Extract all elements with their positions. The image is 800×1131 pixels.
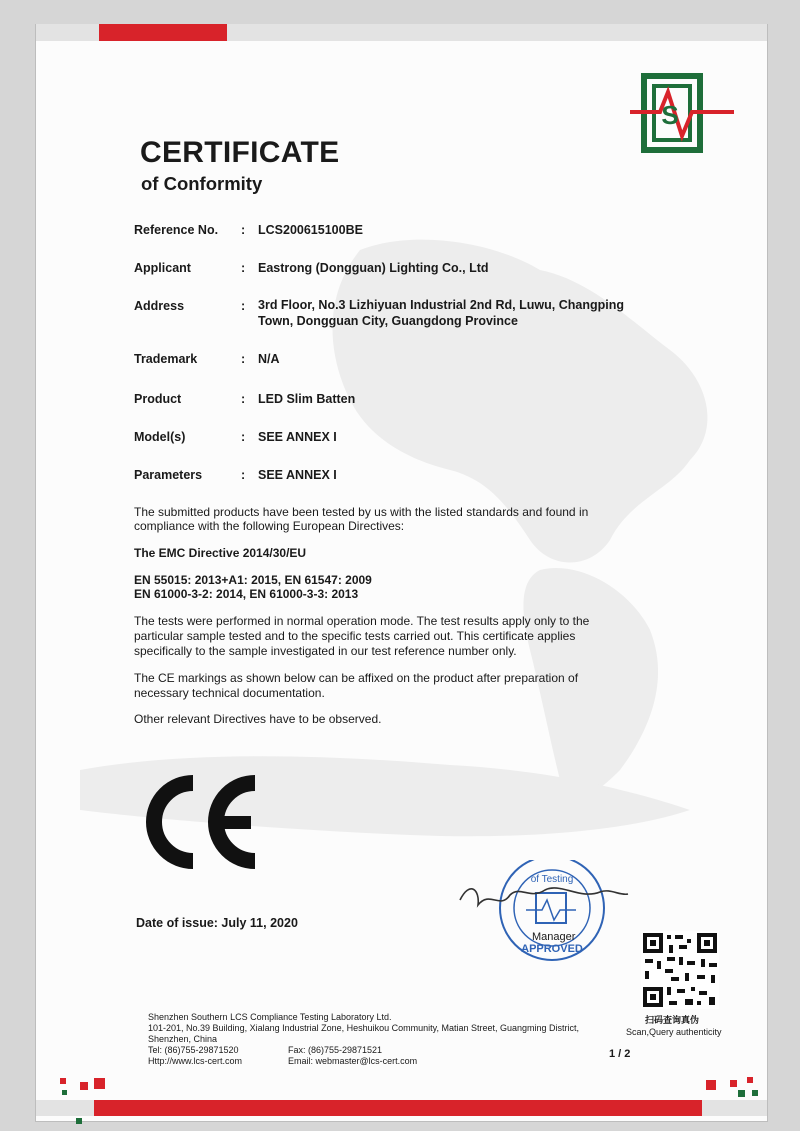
decor-square xyxy=(94,1078,105,1089)
qr-caption-cn: 扫码查询真伪 xyxy=(645,1015,700,1025)
standards-line2: EN 61000-3-2: 2014, EN 61000-3-3: 2013 xyxy=(134,587,359,601)
decor-square xyxy=(80,1082,88,1090)
field-label-applicant: Applicant xyxy=(134,261,191,275)
decor-square xyxy=(752,1090,758,1096)
page-number: 1 / 2 xyxy=(609,1048,631,1060)
field-separator: : xyxy=(241,299,246,313)
field-value-trademark: N/A xyxy=(258,352,280,366)
field-separator: : xyxy=(241,468,246,482)
top-gray-bar-left xyxy=(36,24,99,41)
signatory-title: Manager xyxy=(532,931,576,943)
intro-line2: compliance with the following European Directives: xyxy=(134,519,405,533)
bottom-gray-bar-left xyxy=(36,1100,94,1116)
qr-code-icon xyxy=(641,931,719,1009)
footer-web: Http://www.lcs-cert.com xyxy=(148,1056,243,1066)
field-label-trademark: Trademark xyxy=(134,352,198,366)
qr-caption-en: Scan,Query authenticity xyxy=(626,1027,722,1037)
field-label-address: Address xyxy=(134,299,185,313)
field-separator: : xyxy=(241,223,246,237)
decor-square xyxy=(730,1080,737,1087)
top-gray-bar-right xyxy=(227,24,767,41)
decor-square xyxy=(76,1118,82,1124)
tests-line1: The tests were performed in normal operation mode. The test results apply only to the xyxy=(134,614,590,628)
lcs-logo xyxy=(630,72,734,154)
field-separator: : xyxy=(241,261,246,275)
decor-square xyxy=(747,1077,753,1083)
tests-line2: particular sample tested and to the specific tests carried out. This certificate applies xyxy=(134,629,576,643)
certificate-subtitle: of Conformity xyxy=(141,173,263,194)
field-value-address-line1: 3rd Floor, No.3 Lizhiyuan Industrial 2nd Rd, Luwu, Changping xyxy=(258,298,624,312)
field-value-models: SEE ANNEX I xyxy=(258,430,337,444)
bottom-red-bar xyxy=(94,1100,702,1116)
svg-text:S: S xyxy=(661,100,679,130)
ce-mark-icon xyxy=(133,775,268,870)
footer-email: Email: webmaster@lcs-cert.com xyxy=(288,1056,418,1066)
intro-line1: The submitted products have been tested by us with the listed standards and found in xyxy=(134,505,589,519)
footer-company: Shenzhen Southern LCS Compliance Testing Laboratory Ltd. xyxy=(148,1012,392,1022)
decor-square xyxy=(706,1080,716,1090)
ce-note-line1: The CE markings as shown below can be affixed on the product after preparation of xyxy=(134,671,579,685)
decor-square xyxy=(60,1078,66,1084)
field-label-product: Product xyxy=(134,392,182,406)
standards-line1: EN 55015: 2013+A1: 2015, EN 61547: 2009 xyxy=(134,573,372,587)
field-value-product: LED Slim Batten xyxy=(258,392,356,406)
svg-text:of Testing: of Testing xyxy=(530,874,574,885)
field-separator: : xyxy=(241,352,246,366)
field-label-reference: Reference No. xyxy=(134,223,219,237)
signature-and-stamp xyxy=(450,860,630,970)
footer-tel: Tel: (86)755-29871520 xyxy=(148,1045,239,1055)
field-separator: : xyxy=(241,392,246,406)
field-label-models: Model(s) xyxy=(134,430,186,444)
bottom-gray-bar-right xyxy=(702,1100,767,1116)
tests-line3: specifically to the sample investigated in our test reference number only. xyxy=(134,644,517,658)
decor-square xyxy=(738,1090,745,1097)
footer-fax: Fax: (86)755-29871521 xyxy=(288,1045,383,1055)
field-value-reference: LCS200615100BE xyxy=(258,223,363,237)
field-separator: : xyxy=(241,430,246,444)
field-label-parameters: Parameters xyxy=(134,468,203,482)
certificate-title: CERTIFICATE xyxy=(140,136,340,169)
other-directives: Other relevant Directives have to be observed. xyxy=(134,712,382,726)
top-red-bar xyxy=(99,24,227,41)
footer-address-line2: Shenzhen, China xyxy=(148,1034,218,1044)
decor-square xyxy=(62,1090,67,1095)
field-value-address-line2: Town, Dongguan City, Guangdong Province xyxy=(258,314,518,328)
footer-address-line1: 101-201, No.39 Building, Xialang Industrial Zone, Heshuikou Community, Matian Street, Guangming District, xyxy=(148,1023,580,1033)
directive-title: The EMC Directive 2014/30/EU xyxy=(134,546,307,560)
ce-note-line2: necessary technical documentation. xyxy=(134,686,325,700)
field-value-applicant: Eastrong (Dongguan) Lighting Co., Ltd xyxy=(258,261,489,275)
svg-text:APPROVED: APPROVED xyxy=(521,943,583,955)
date-of-issue: Date of issue: July 11, 2020 xyxy=(136,916,298,930)
field-value-parameters: SEE ANNEX I xyxy=(258,468,337,482)
